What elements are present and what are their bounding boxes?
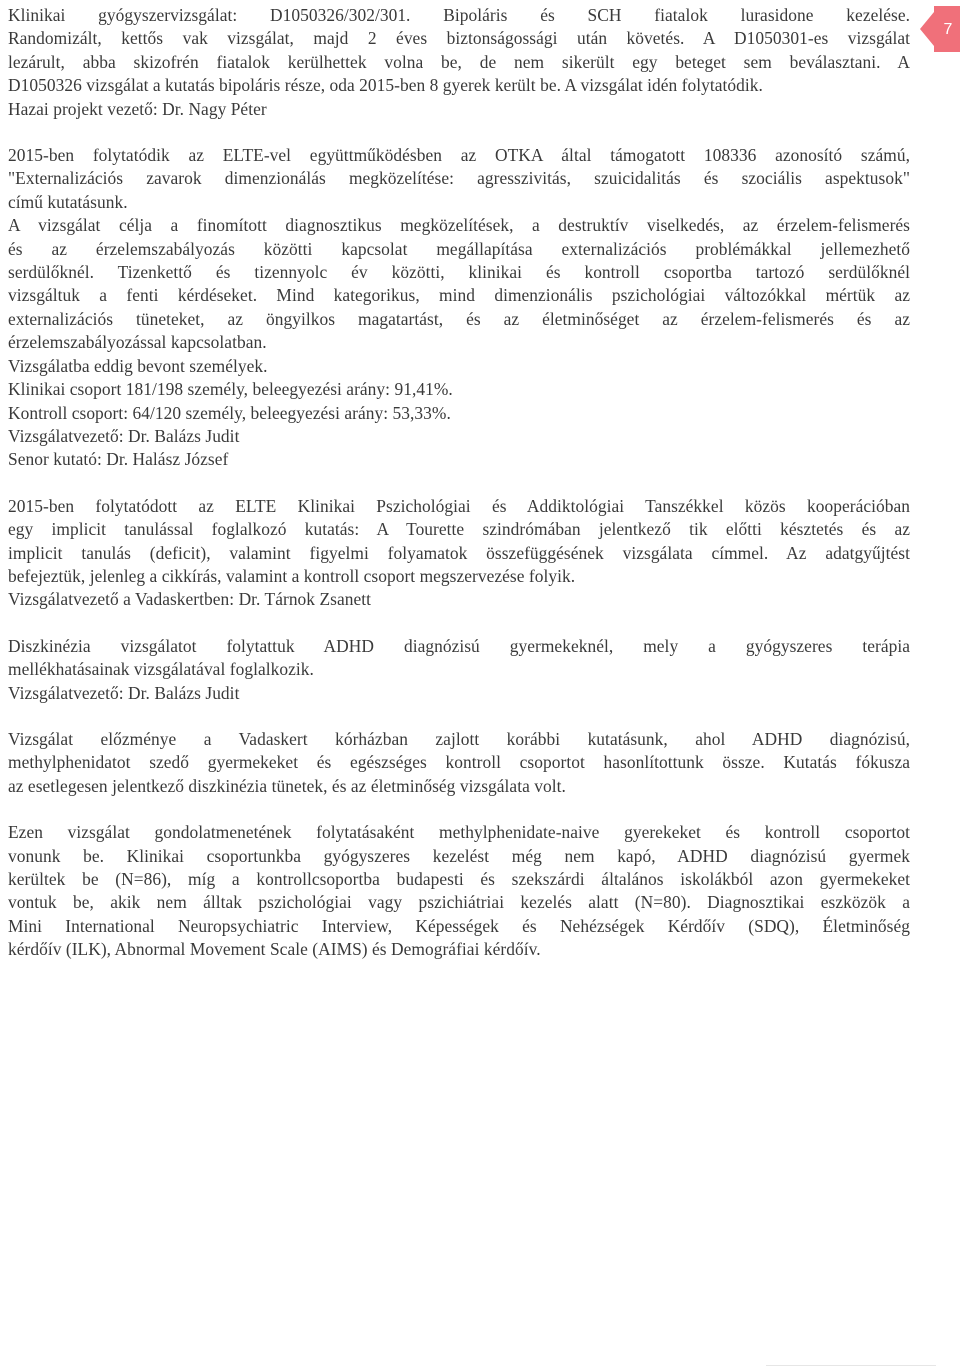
text-line: Mini International Neuropsychiatric Interview, Képességek és Nehézségek Kérdőív (SDQ), Életminőség	[8, 915, 910, 936]
paragraph-study-background	[8, 728, 910, 798]
text-line: lezárult, abba skizofrén fiatalok kerülhettek volna be, de nem sikerült egy beteget sem beválasztani. A	[8, 51, 910, 72]
text-line: "Externalizációs zavarok dimenzionálás megközelítése: agresszivitás, szuicidalitás és szociális aspektusok"	[8, 168, 910, 189]
document-page	[8, 4, 910, 962]
text-line: Vizsgálatvezető: Dr. Balázs Judit	[8, 425, 240, 446]
text-line: az esetlegesen jelentkező diszkinézia tünetek, és az életminőség vizsgálata volt.	[8, 775, 566, 796]
text-line: Randomizált, kettős vak vizsgálat, majd 2 éves biztonságossági után követés. A D1050301-es vizsgálat	[8, 28, 910, 49]
text-line: Senor kutató: Dr. Halász József	[8, 449, 229, 470]
text-line: kérdőív (ILK), Abnormal Movement Scale (AIMS) és Demográfiai kérdőív.	[8, 939, 541, 960]
text-line: D1050326 vizsgálat a kutatás bipoláris része, oda 2015-ben 8 gyerek került be. A vizsgálat idén folytatódik.	[8, 75, 763, 96]
paragraph-dyskinesia-study	[8, 635, 910, 705]
text-line: mellékhatásainak vizsgálatával foglalkozik.	[8, 659, 314, 680]
text-line: érzelemszabályozással kapcsolatban.	[8, 332, 267, 353]
paragraph-tourette-research	[8, 495, 910, 612]
text-line: Vizsgálat előzménye a Vadaskert kórházban zajlott korábbi kutatásunk, ahol ADHD diagnózisú,	[8, 728, 910, 749]
text-line: kerültek be (N=86), míg a kontrollcsoportba budapesti és szekszárdi általános iskolákból azon gyermekeket	[8, 869, 910, 889]
text-line: externalizációs tüneteket, az öngyilkos magatartást, és az életminőséget az érzelem-felismerés és az	[8, 308, 910, 329]
text-line: Diszkinézia vizsgálatot folytattuk ADHD diagnózisú gyermekeknél, mely a gyógyszeres terápia	[8, 635, 910, 656]
text-line: implicit tanulás (deficit), valamint figyelmi folyamatok összefüggésének vizsgálata címmel. Az adatgyűjtést	[8, 542, 910, 563]
text-line: A vizsgálat célja a finomított diagnosztikus megközelítések, a destruktív viselkedés, az érzelem-felismerés	[8, 215, 910, 236]
text-line: egy implicit tanulással foglalkozó kutatás: A Tourette szindrómában jelentkező tik előtti késztetés és az	[8, 519, 910, 540]
text-line: Kontroll csoport: 64/120 személy, beleegyezési arány: 53,33%.	[8, 402, 451, 423]
page-number: 7	[943, 21, 953, 38]
text-line: Klinikai gyógyszervizsgálat: D1050326/302/301. Bipoláris és SCH fiatalok lurasidone kezelése.	[8, 5, 910, 25]
text-line: című kutatásunk.	[8, 191, 128, 212]
text-line: Hazai projekt vezető: Dr. Nagy Péter	[8, 98, 267, 119]
paragraph-lurasidone-trial	[8, 4, 910, 121]
text-line: és az érzelemszabályozás közötti kapcsolat megállapítása externalizációs problémákkal jellemezhető	[8, 238, 910, 259]
text-line: vontuk be, akik nem álltak pszichológiai vagy pszichiátriai kezelés alatt (N=80). Diagnosztikai eszközök a	[8, 892, 910, 913]
page-number-badge	[920, 6, 960, 52]
text-line: 2015-ben folytatódott az ELTE Klinikai Pszichológiai és Addiktológiai Tanszékkel közös kooperációban	[8, 495, 910, 516]
text-line: Klinikai csoport 181/198 személy, beleegyezési arány: 91,41%.	[8, 379, 453, 400]
paragraph-externalizing-research	[8, 144, 910, 472]
text-line: Vizsgálatba eddig bevont személyek.	[8, 355, 268, 376]
text-line: Vizsgálatvezető: Dr. Balázs Judit	[8, 682, 240, 703]
text-line: vonunk be. Klinikai csoportunkba gyógyszeres kezelést még nem kapó, ADHD diagnózisú gyermek	[8, 845, 910, 866]
text-line: 2015-ben folytatódik az ELTE-vel együttműködésben az OTKA által támogatott 108336 azonosító számú,	[8, 145, 910, 166]
text-line: Ezen vizsgálat gondolatmenetének folytatásaként methylphenidate-naive gyerekeket és kontroll csoportot	[8, 822, 910, 843]
paragraph-study-continuation	[8, 821, 910, 961]
text-line: befejeztük, jelenleg a cikkírás, valamint a kontroll csoport megszervezése folyik.	[8, 565, 576, 586]
text-line: Vizsgálatvezető a Vadaskertben: Dr. Tárnok Zsanett	[8, 589, 371, 610]
text-line: vizsgáltuk a fenti kérdéseket. Mind kategorikus, mind dimenzionális pszichológiai változókkal mértük az	[8, 285, 910, 306]
footer-rule	[766, 1365, 936, 1366]
text-line: serdülőknél. Tizenkettő és tizennyolc év közötti, klinikai és kontroll csoportba tartozó serdülőknél	[8, 262, 910, 283]
text-line: methylphenidatot szedő gyermekeket és egészséges kontroll csoportot hasonlítottunk össze. Kutatás fókusza	[8, 752, 910, 773]
